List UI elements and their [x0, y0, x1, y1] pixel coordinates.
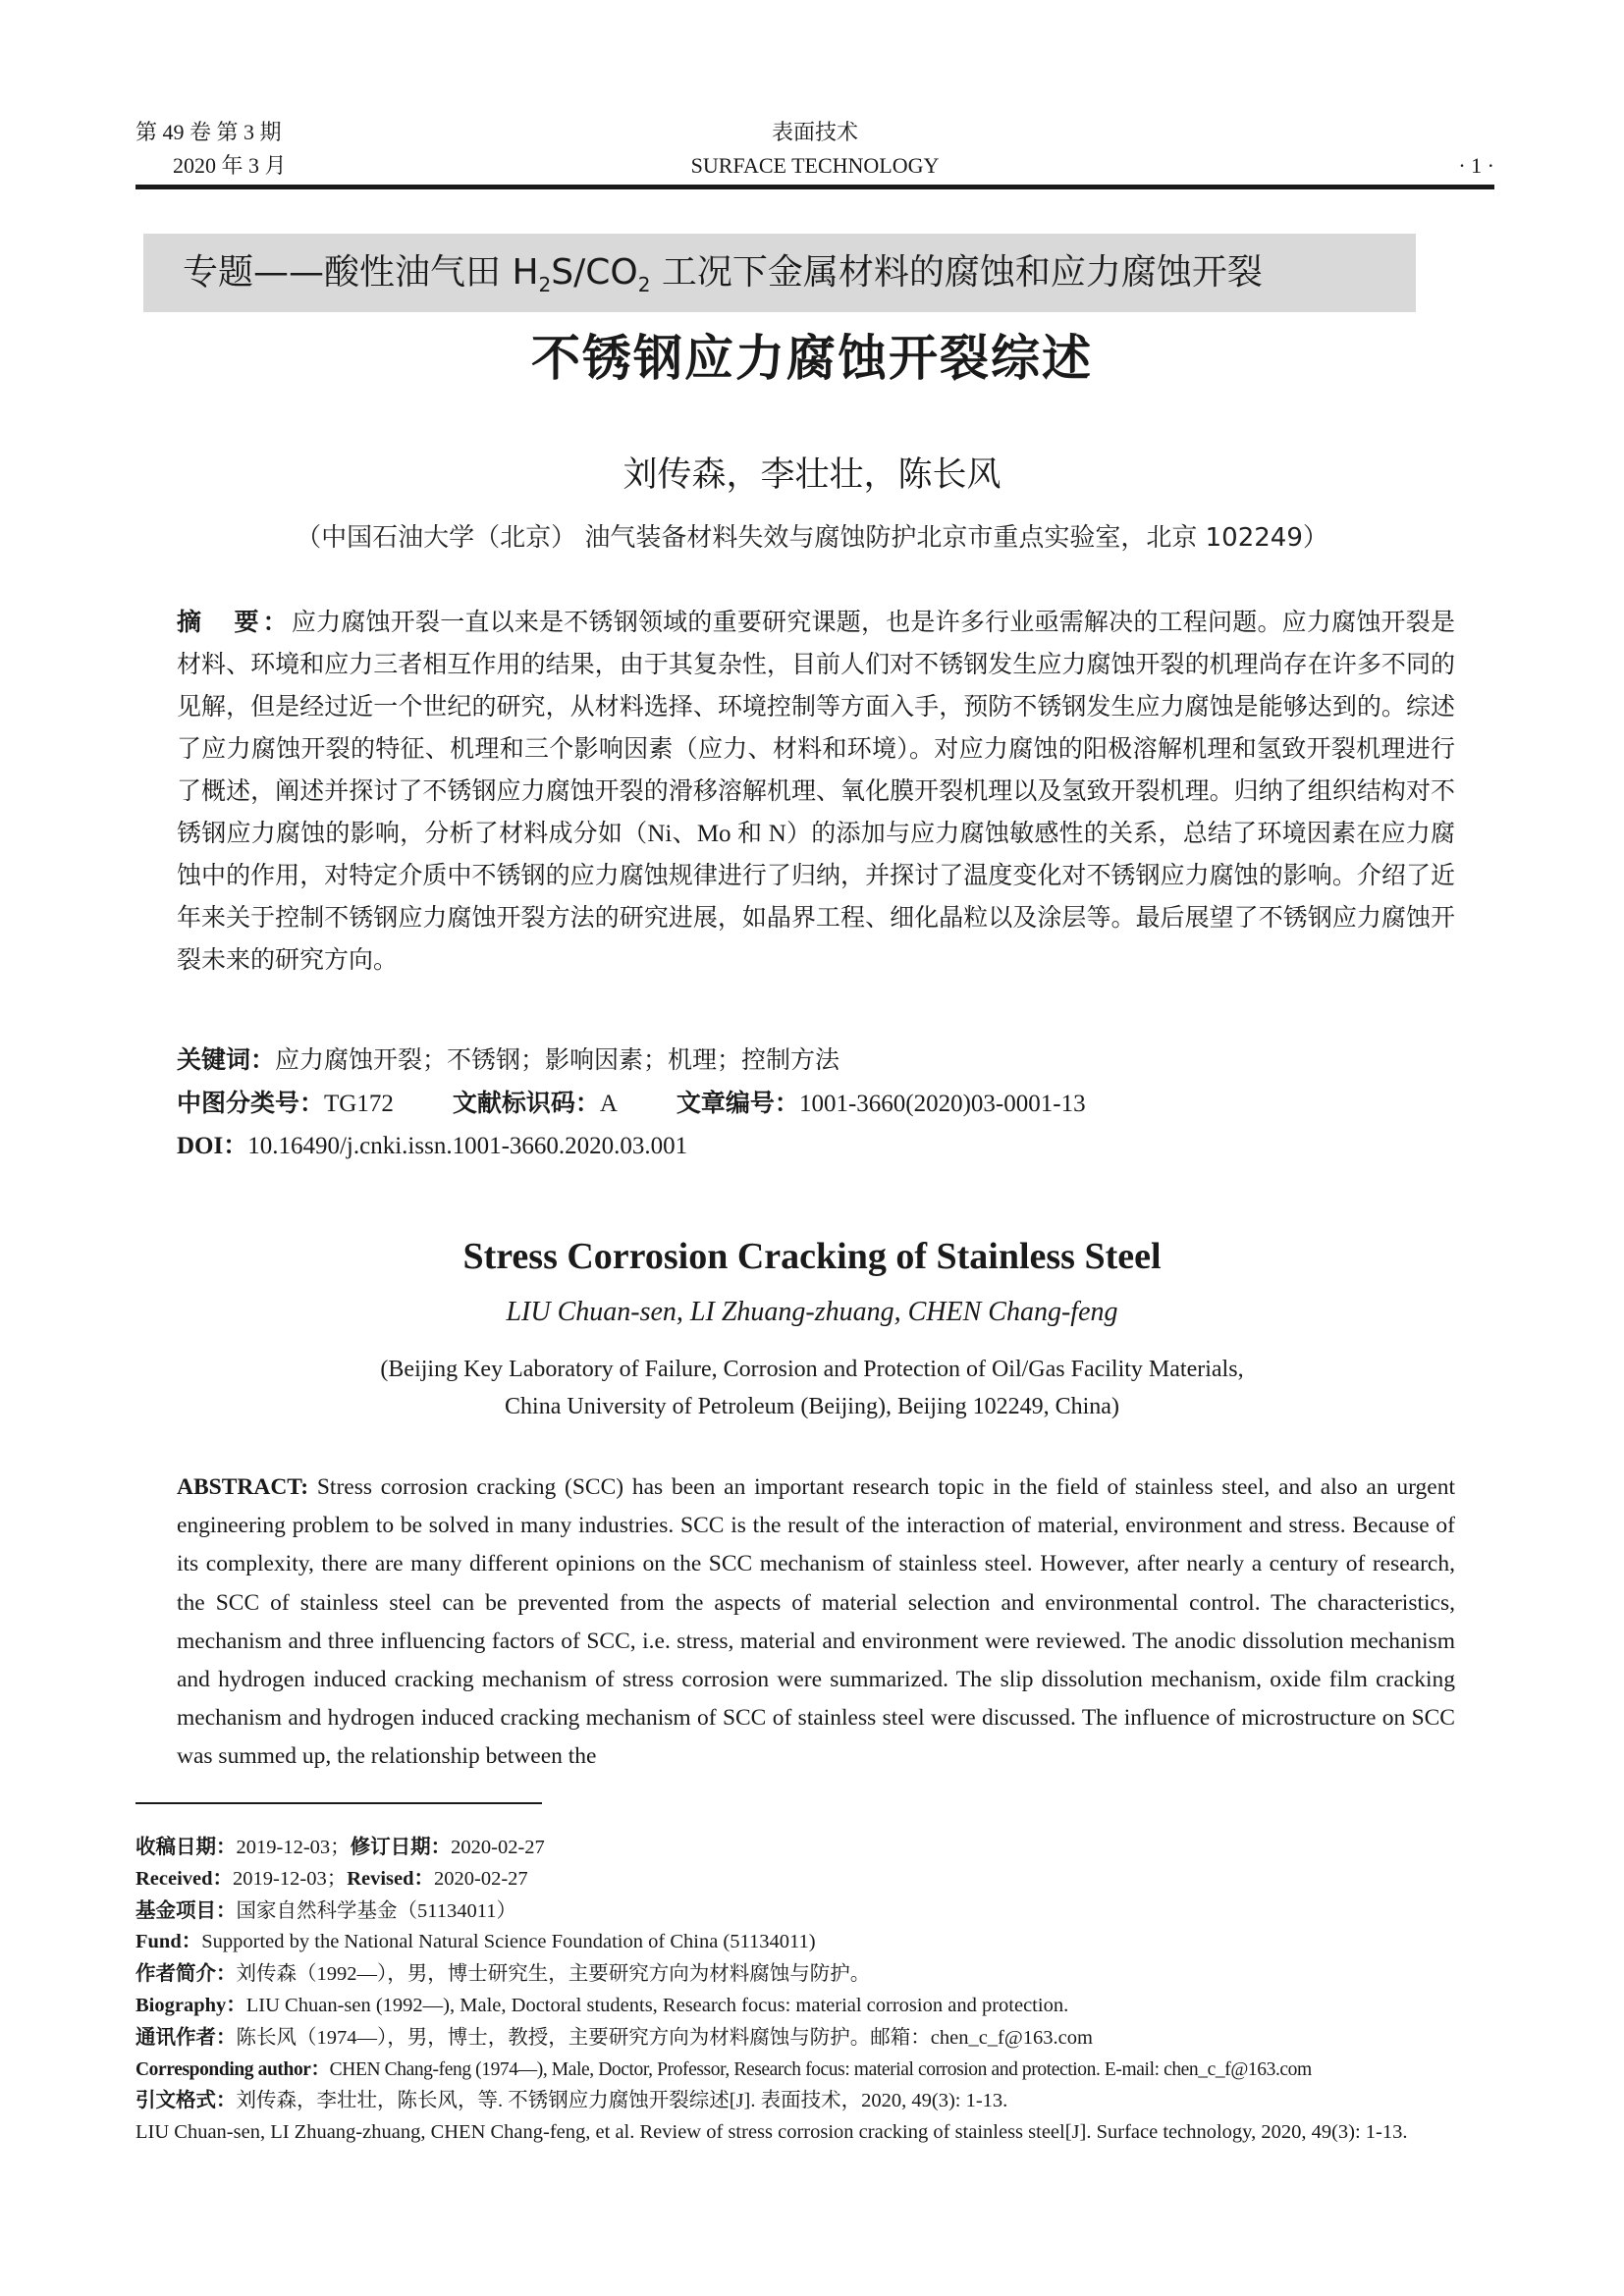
citation-en: LIU Chuan-sen, LI Zhuang-zhuang, CHEN Chang-feng, et al. Review of stress corrosion cracking of stainless steel[J]. Surface technology, 2020, 49(3): 1-13.: [135, 2121, 1408, 2144]
doi-link[interactable]: 10.16490/j.cnki.issn.1001-3660.2020.03.001: [247, 1133, 688, 1159]
corresponding-en: Corresponding author：CHEN Chang-feng (1974—), Male, Doctor, Professor, Research focus: material corrosion and protection. E-mail: chen_c_f@163.com: [135, 2058, 1312, 2080]
issue-date: 2020 年 3 月: [173, 153, 287, 178]
article-number-label: 文章编号：: [676, 1089, 799, 1117]
keywords-label: 关键词：: [177, 1045, 276, 1074]
doi-line: [177, 1125, 1455, 1168]
journal-name: [135, 116, 1494, 183]
keywords-text: 应力腐蚀开裂；不锈钢；影响因素；机理；控制方法: [275, 1047, 840, 1074]
footnotes: [135, 1832, 1494, 2149]
biography-cn: 作者简介：刘传森（1992—），男，博士研究生，主要研究方向为材料腐蚀与防护。: [135, 1961, 871, 1986]
running-header: [135, 116, 1494, 194]
clc-value: TG172: [324, 1091, 394, 1117]
journal-name-en: SURFACE TECHNOLOGY: [690, 153, 940, 178]
affiliation-en-line2: China University of Petroleum (Beijing), Beijing 102249, China): [505, 1394, 1119, 1419]
doi-label: DOI：: [177, 1133, 248, 1159]
doc-code-value: A: [599, 1091, 618, 1117]
abstract-cn-text: 应力腐蚀开裂一直以来是不锈钢领域的重要研究课题，也是许多行业亟需解决的工程问题。应力腐蚀开裂是材料、环境和应力三者相互作用的结果，由于其复杂性，目前人们对不锈钢发生应力腐蚀开裂的机理尚存在许多不同的见解，但是经过近一个世纪的研究，从材料选择、环境控制等方面入手，预防不锈钢发生应力腐蚀是能够达到的。综述了应力腐蚀开裂的特征、机理和三个影响因素（应力、材料和环境）。对应力腐蚀的阳极溶解机理和氢致开裂机理进行了概述，阐述并探讨了不锈钢应力腐蚀开裂的滑移溶解机理、氧化膜开裂机理以及氢致开裂机理。归纳了组织结构对不锈钢应力腐蚀的影响，分析了材料成分如（Ni、Mo 和 N）的添加与应力腐蚀敏感性的关系，总结了环境因素在应力腐蚀中的作用，对特定介质中不锈钢的应力腐蚀规律进行了归纳，并探讨了温度变化对不锈钢应力腐蚀的影响。介绍了近年来关于控制不锈钢应力腐蚀开裂方法的研究进展，如晶界工程、细化晶粒以及涂层等。最后展望了不锈钢应力腐蚀开裂未来的研究方向。: [177, 610, 1455, 974]
authors-en: LIU Chuan-sen, LI Zhuang-zhuang, CHEN Chang-feng: [506, 1297, 1118, 1327]
affiliation-en-line1: (Beijing Key Laboratory of Failure, Corrosion and Protection of Oil/Gas Facility Materials,: [380, 1357, 1244, 1382]
corresponding-cn: 通讯作者：陈长风（1974—），男，博士，教授，主要研究方向为材料腐蚀与防护。邮箱：chen_c_f@163.com: [135, 2024, 1093, 2049]
affiliation-cn: （中国石油大学（北京） 油气装备材料失效与腐蚀防护北京市重点实验室，北京 102249）: [296, 523, 1328, 553]
abstract-en-label: ABSTRACT:: [177, 1474, 309, 1500]
citation-cn: 引文格式：刘传森，李壮壮，陈长风，等. 不锈钢应力腐蚀开裂综述[J]. 表面技术，2020, 49(3): 1-13.: [135, 2088, 1008, 2112]
abstract-cn-label: 摘 要：: [177, 608, 292, 636]
page-number: · 1 ·: [1458, 153, 1494, 178]
clc-label: 中图分类号：: [177, 1089, 325, 1117]
topic-title: 专题——酸性油气田 $H_2S/CO_2$ 工况下金属材料的腐蚀和应力腐蚀开裂: [183, 252, 1263, 297]
fund-en: Fund：Supported by the National Natural Science Foundation of China (51134011): [135, 1931, 816, 1953]
footnote-rule: [135, 1802, 542, 1804]
authors-cn: 刘传森，李壮壮，陈长风: [623, 455, 1001, 495]
abstract-en-text: Stress corrosion cracking (SCC) has been an important research topic in the field of stainless steel, and also an urgent engineering problem to be solved in many industries. SCC is the result of the interaction of material, environment and stress. Because of its complexity, there are many different opinions on the SCC mechanism of stainless steel. However, after nearly a century of research, the SCC of stainless steel can be prevented from the aspects of material selection and environmental control. The characteristics, mechanism and three influencing factors of SCC, i.e. stress, material and environment were reviewed. The anodic dissolution mechanism and hydrogen induced cracking mechanism of stress corrosion were summarized. The slip dissolution mechanism, oxide film cracking mechanism and hydrogen induced cracking mechanism of SCC of stainless steel were discussed. The influence of microstructure on SCC was summed up, the relationship between the: [177, 1474, 1455, 1770]
received-cn: 收稿日期：2019-12-03；修订日期：2020-02-27: [135, 1835, 545, 1858]
affiliation-en: [0, 1351, 1624, 1425]
article-title-en: Stress Corrosion Cracking of Stainless Steel: [462, 1236, 1162, 1277]
journal-name-cn: 表面技术: [771, 120, 858, 144]
abstract-cn: [177, 601, 1455, 982]
classification-line: [177, 1082, 1455, 1126]
topic-banner: [143, 234, 1416, 312]
article-title-cn: 不锈钢应力腐蚀开裂综述: [531, 330, 1093, 387]
received-en: Received：2019-12-03；Revised：2020-02-27: [135, 1867, 528, 1890]
fund-cn: 基金项目：国家自然科学基金（51134011）: [135, 1897, 516, 1922]
keywords-cn: [177, 1039, 1455, 1083]
doc-code-label: 文献标识码：: [452, 1089, 600, 1117]
biography-en: Biography：LIU Chuan-sen (1992—), Male, Doctoral students, Research focus: material corrosion and protection.: [135, 1994, 1069, 2016]
volume-issue: 第 49 卷 第 3 期: [135, 120, 282, 144]
article-number-value: 1001-3660(2020)03-0001-13: [798, 1091, 1086, 1117]
header-rule: [135, 185, 1494, 189]
abstract-en: [177, 1468, 1455, 1777]
